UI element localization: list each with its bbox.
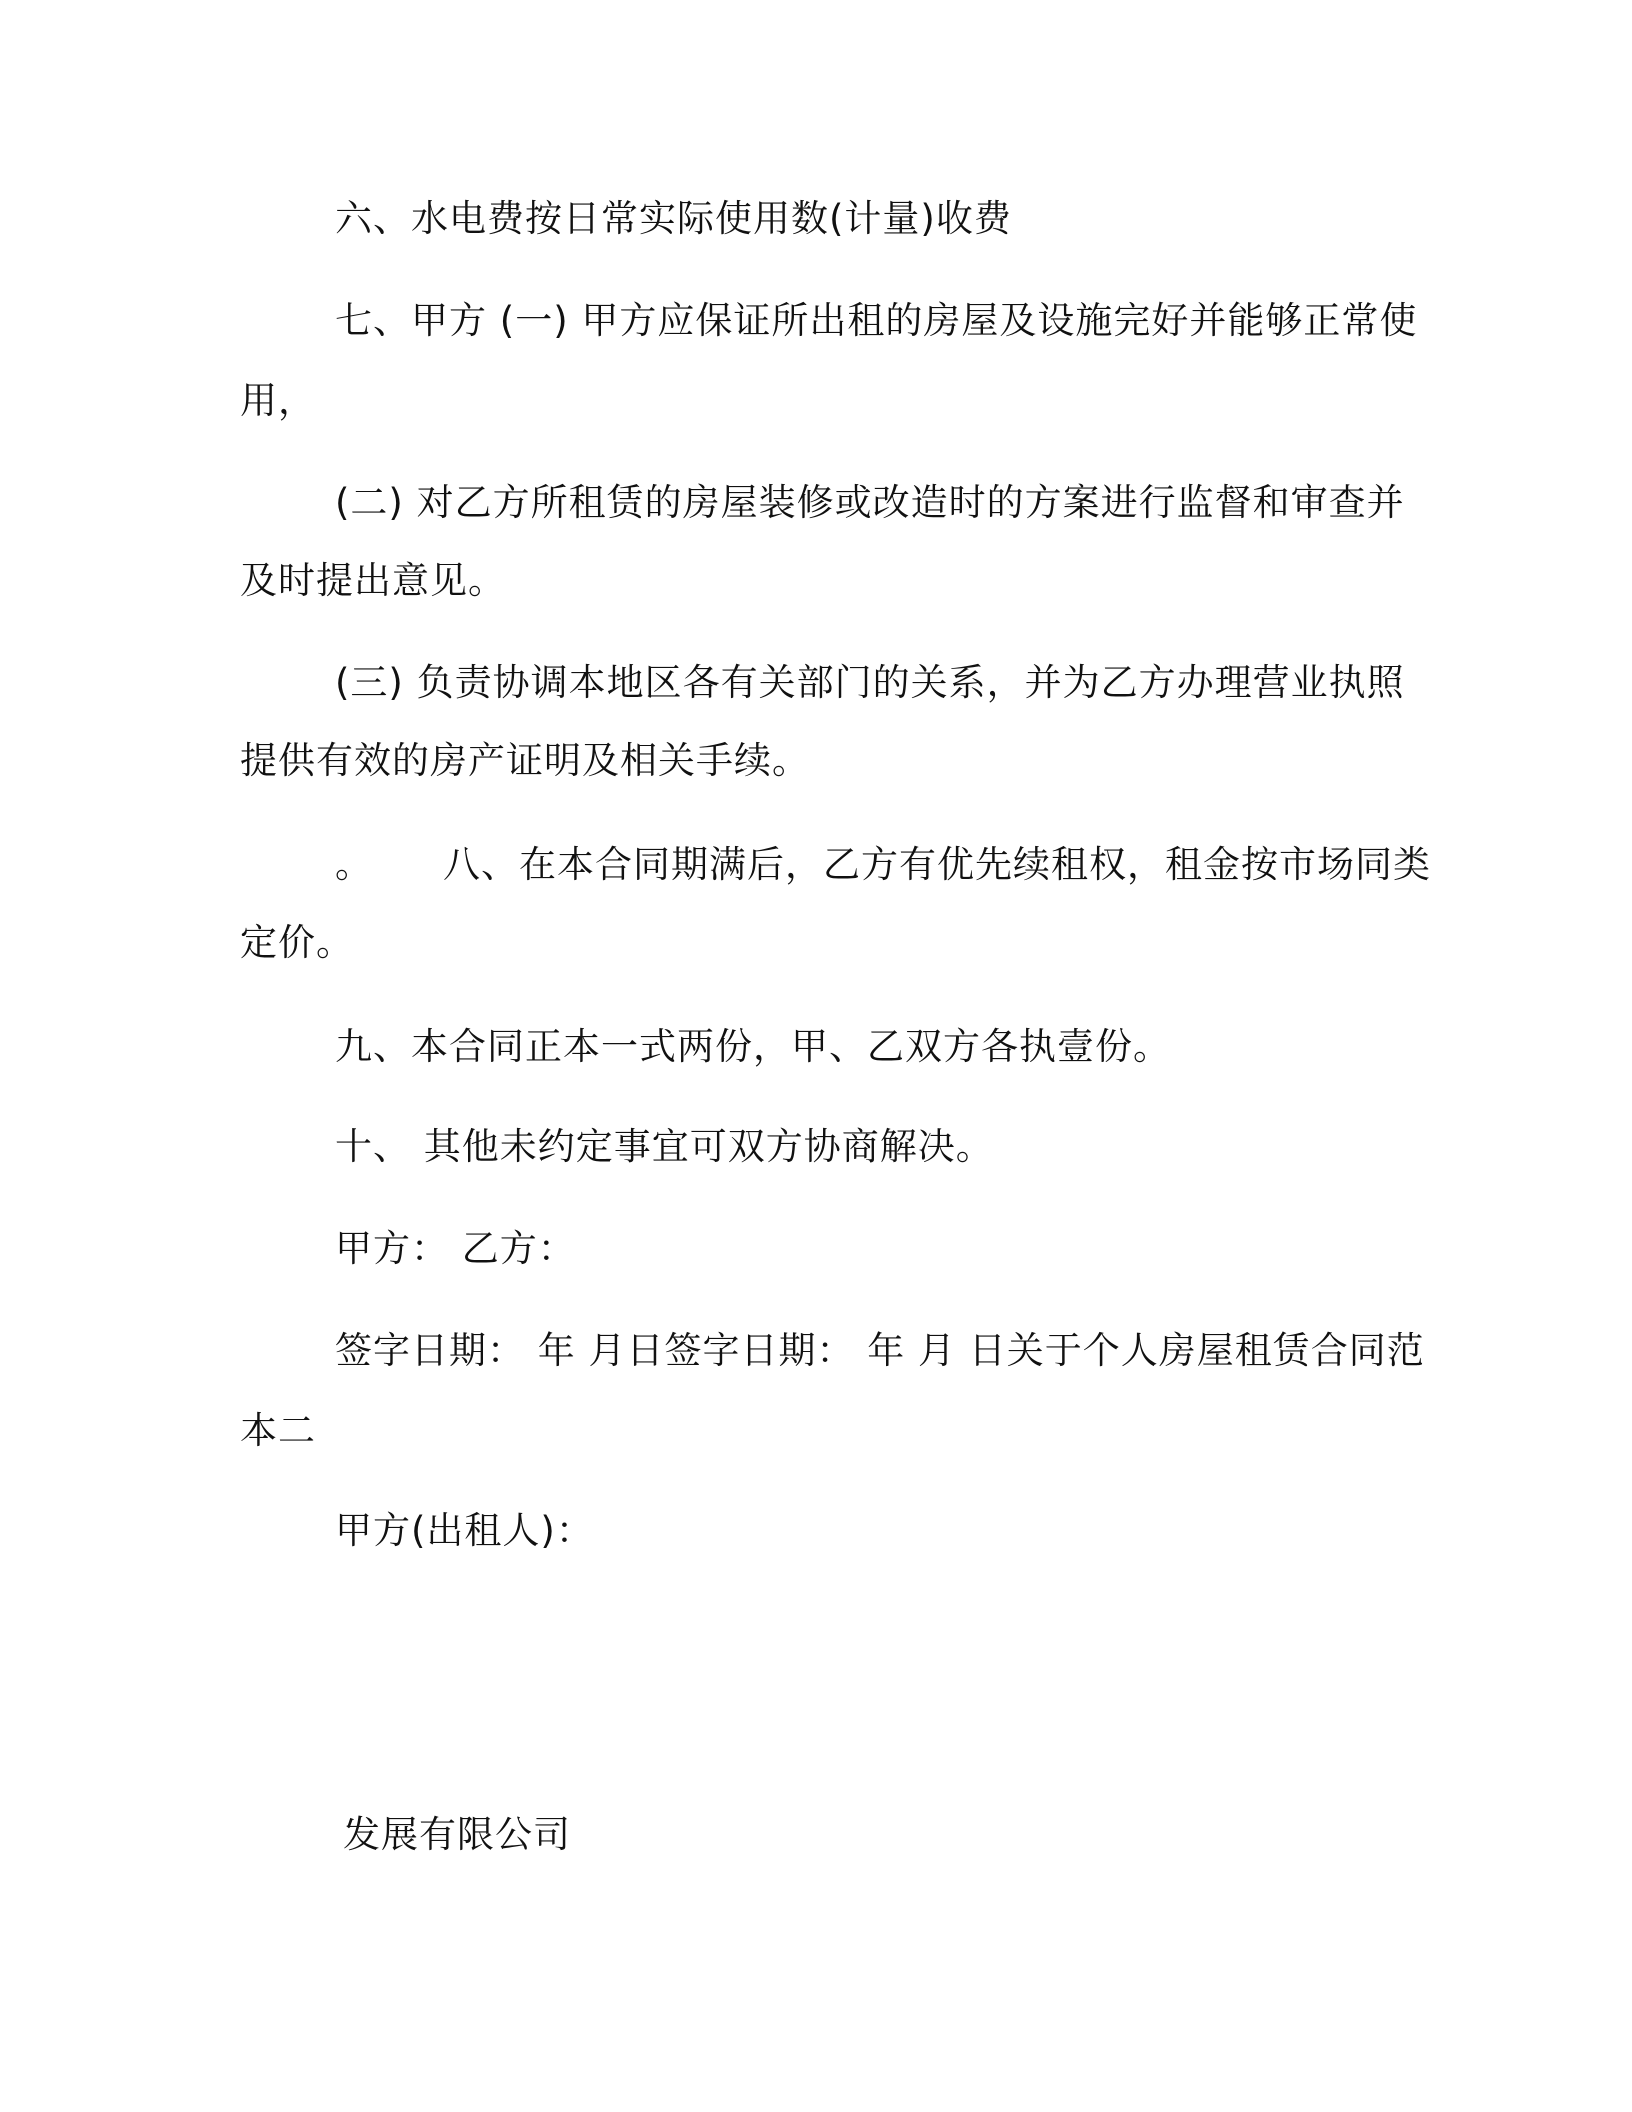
- clause-7-line-1: 七、甲方 (一) 甲方应保证所出租的房屋及设施完好并能够正常使: [335, 299, 1418, 342]
- company-name: 发展有限公司: [343, 1813, 571, 1856]
- clause-7-3-line-1: (三) 负责协调本地区各有关部门的关系，并为乙方办理营业执照: [335, 661, 1405, 704]
- signature-date-line-2: 本二: [240, 1409, 316, 1452]
- clause-7-2-line-1: (二) 对乙方所租赁的房屋装修或改造时的方案进行监督和审查并: [335, 481, 1405, 524]
- clause-6: 六、水电费按日常实际使用数(计量)收费: [335, 197, 1012, 240]
- lessor-label: 甲方(出租人)：: [335, 1509, 594, 1552]
- clause-9: 九、本合同正本一式两份，甲、乙双方各执壹份。: [335, 1025, 1171, 1068]
- signature-date-line-1: 签字日期： 年 月日签字日期： 年 月 日关于个人房屋租赁合同范: [335, 1329, 1425, 1372]
- party-labels: 甲方： 乙方：: [335, 1227, 576, 1270]
- clause-7-3-line-2: 提供有效的房产证明及相关手续。: [240, 739, 810, 782]
- clause-7-line-2: 用，: [240, 379, 316, 422]
- clause-8-line-2: 定价。: [240, 921, 354, 964]
- clause-8-text: 八、在本合同期满后，乙方有优先续租权，租金按市场同类: [443, 843, 1431, 886]
- clause-10: 十、 其他未约定事宜可双方协商解决。: [335, 1125, 994, 1168]
- clause-7-2-line-2: 及时提出意见。: [240, 559, 506, 602]
- stray-period: 。: [335, 843, 373, 886]
- clause-8-line-1: [335, 842, 1485, 888]
